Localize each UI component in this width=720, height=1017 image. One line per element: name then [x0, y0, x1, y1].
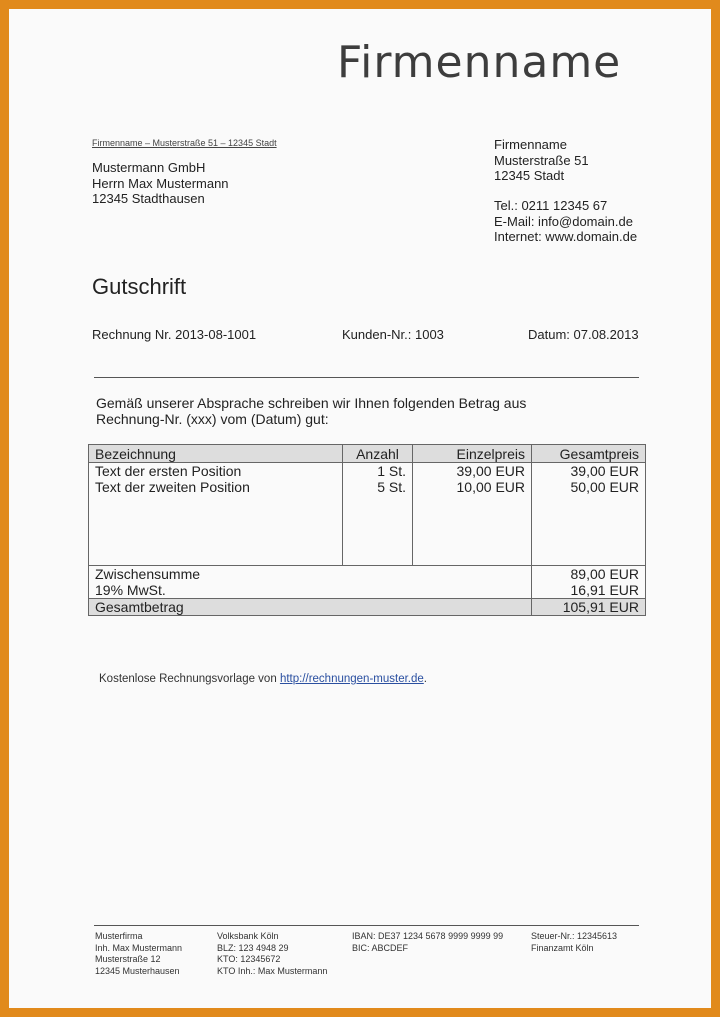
- customer-number: Kunden-Nr.: 1003: [342, 327, 444, 342]
- recipient-address: [92, 160, 229, 207]
- footer-line: BLZ: 123 4948 29: [217, 942, 289, 953]
- footer-bank: [217, 931, 327, 977]
- item-unit-price: 10,00 EUR: [413, 479, 532, 495]
- intro-line: Gemäß unserer Absprache schreiben wir Ihnen folgenden Betrag aus: [96, 395, 527, 411]
- total-row: [89, 599, 646, 616]
- footer-line: Inh. Max Mustermann: [95, 942, 183, 953]
- subtotal-row: [89, 566, 646, 583]
- footer-divider: [94, 925, 639, 926]
- footer-line: Steuer-Nr.: 12345613: [531, 931, 618, 941]
- company-name-heading: Firmenname: [337, 37, 622, 88]
- document-title: Gutschrift: [92, 274, 187, 299]
- item-description: Text der zweiten Position: [89, 479, 343, 495]
- vat-label: 19% MwSt.: [89, 582, 532, 599]
- total-label: Gesamtbetrag: [89, 599, 532, 616]
- contact-phone: Tel.: 0211 12345 67: [494, 198, 608, 213]
- vat-row: [89, 582, 646, 599]
- note-text: Kostenlose Rechnungsvorlage von: [99, 673, 280, 685]
- sender-address-line: 12345 Stadt: [494, 168, 565, 183]
- intro-line: Rechnung-Nr. (xxx) vom (Datum) gut:: [96, 411, 329, 427]
- footer-line: BIC: ABCDEF: [352, 942, 409, 953]
- column-header-total-price: Gesamtpreis: [532, 445, 646, 463]
- total-value: 105,91 EUR: [532, 599, 646, 616]
- recipient-line: 12345 Stadthausen: [92, 191, 205, 206]
- items-table: [88, 444, 646, 616]
- column-header-unit-price: Einzelpreis: [413, 445, 532, 463]
- sender-return-line: Firmenname – Musterstraße 51 – 12345 Stadt: [92, 138, 277, 148]
- footer-line: Volksbank Köln: [217, 931, 279, 941]
- contact-website: Internet: www.domain.de: [494, 229, 638, 244]
- sender-address-line: Firmenname: [494, 137, 567, 152]
- divider: [94, 377, 639, 378]
- item-unit-price: 39,00 EUR: [413, 463, 532, 480]
- table-header-row: [89, 445, 646, 463]
- subtotal-label: Zwischensumme: [89, 566, 532, 583]
- column-header-quantity: Anzahl: [343, 445, 413, 463]
- vat-value: 16,91 EUR: [532, 582, 646, 599]
- sender-address-line: Musterstraße 51: [494, 152, 589, 168]
- recipient-line: Mustermann GmbH: [92, 160, 206, 175]
- item-description: Text der ersten Position: [89, 463, 343, 480]
- footer-line: Musterfirma: [95, 931, 143, 941]
- item-quantity: 5 St.: [343, 479, 413, 495]
- footer-line: 12345 Musterhausen: [95, 965, 180, 976]
- recipient-line: Herrn Max Mustermann: [92, 175, 229, 191]
- note-suffix: .: [423, 673, 427, 685]
- subtotal-value: 89,00 EUR: [532, 566, 646, 583]
- footer-line: KTO Inh.: Max Mustermann: [217, 965, 328, 976]
- item-quantity: 1 St.: [343, 463, 413, 480]
- invoice-number: Rechnung Nr. 2013-08-1001: [92, 327, 257, 342]
- item-total-price: 39,00 EUR: [532, 463, 646, 480]
- footer-line: IBAN: DE37 1234 5678 9999 9999 99: [352, 931, 504, 941]
- item-total-price: 50,00 EUR: [532, 479, 646, 495]
- footer-company: [95, 931, 182, 977]
- table-empty-row: [89, 495, 646, 566]
- footer-iban: [352, 931, 503, 954]
- document-date: Datum: 07.08.2013: [528, 327, 639, 342]
- template-note: [99, 673, 427, 685]
- contact-email: E-Mail: info@domain.de: [494, 213, 633, 229]
- column-header-description: Bezeichnung: [89, 445, 343, 463]
- footer-tax: [531, 931, 617, 954]
- table-row: [89, 479, 646, 495]
- sender-contact: [494, 198, 637, 245]
- intro-text: [96, 395, 526, 427]
- footer-line: Finanzamt Köln: [531, 942, 594, 953]
- sender-address: [494, 137, 589, 184]
- template-link[interactable]: http://rechnungen-muster.de: [279, 673, 424, 685]
- footer-line: Musterstraße 12: [95, 954, 161, 964]
- table-row: [89, 463, 646, 480]
- footer-line: KTO: 12345672: [217, 954, 281, 964]
